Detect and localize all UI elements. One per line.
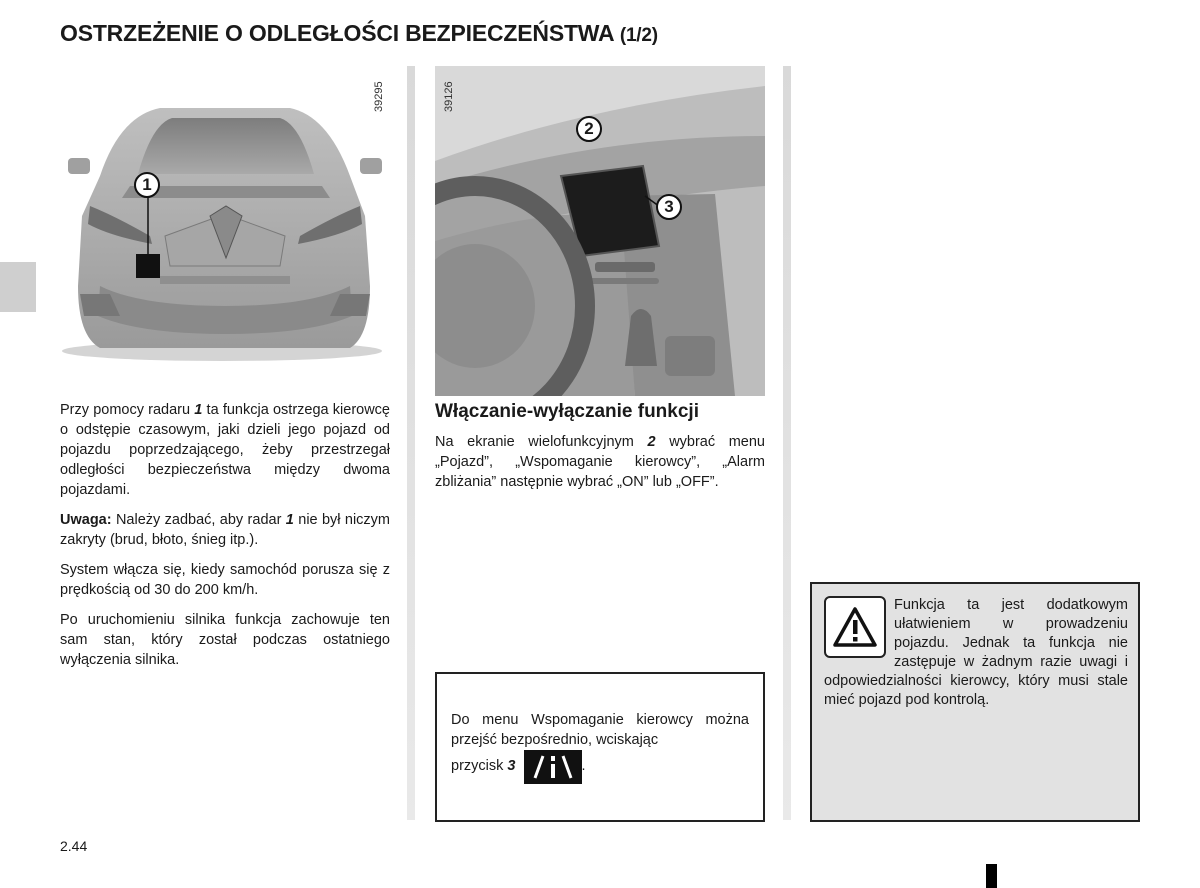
text-run: 1: [194, 402, 203, 418]
text-run: 2: [647, 434, 656, 450]
section-heading: Włączanie-wyłączanie funkcji: [435, 401, 699, 422]
middle-column-text: [435, 432, 765, 502]
paragraph: [435, 432, 765, 492]
text-run: System włącza się, kiedy samochód porusza się z prędkością od 30 do 200 km/h.: [60, 562, 390, 598]
warning-text: Funkcja ta jest dodatkowym ułatwieniem w prowadzeniu pojazdu. Jednak ta funkcja nie zastępuje w żadnym razie uwagi i odpowiedzialności kierowcy, który musi stale mieć pojazd pod kontrolą.: [824, 597, 1128, 708]
text-run: Należy zadbać, aby radar: [111, 512, 286, 528]
text-run: Uwaga:: [60, 512, 112, 528]
column-divider: [407, 66, 415, 820]
text-run: 1: [285, 512, 294, 528]
figure-code: 39295: [373, 81, 385, 112]
driving-assist-button-icon: [524, 750, 582, 784]
page-edge-marker: [986, 864, 997, 888]
dashboard-figure: [435, 66, 765, 396]
lane-road-icon: [531, 754, 575, 780]
warning-box: [810, 582, 1140, 822]
note-button-ref: 3: [507, 758, 516, 774]
warning-triangle-icon: [824, 596, 886, 658]
paragraph: [60, 400, 390, 500]
paragraph: [60, 560, 390, 600]
text-run: Przy pomocy radaru: [60, 402, 195, 418]
figure-code: 39126: [443, 81, 455, 112]
text-run: nie był niczym zakryty (brud, błoto, śnieg itp.).: [60, 512, 390, 548]
callout-screen: 2: [576, 116, 602, 142]
car-front-figure: [60, 66, 390, 366]
title-part: (1/2): [619, 25, 658, 46]
car-front-illustration: [60, 66, 390, 366]
note-box: [435, 672, 765, 822]
text-run: Po uruchomieniu silnika funkcja zachowuje ten sam stan, który został podczas ostatniego wyłączenia silnika.: [60, 612, 390, 668]
text-run: ta funkcja ostrzega kierowcę o odstępie czasowym, jaki dzieli jego pojazd od pojazdu poprzedzającego, żeby przestrzegał odległości bezpieczeństwa między dwoma pojazdami.: [60, 402, 390, 498]
left-column-text: [60, 400, 390, 680]
page-title: OSTRZEŻENIE O ODLEGŁOŚCI BEZPIECZEŃSTWA (1/2): [60, 20, 658, 46]
dashboard-illustration: [435, 66, 765, 396]
text-run: wybrać menu „Pojazd”, „Wspomaganie kierowcy”, „Alarm zbliżania” następnie wybrać „ON” lub „OFF”.: [435, 434, 765, 490]
paragraph: [60, 610, 390, 670]
note-text: Do menu Wspomaganie kierowcy można przejść bezpośrednio, wciskając: [451, 712, 749, 748]
note-suffix: .: [581, 758, 586, 774]
note-button-prefix: przycisk: [451, 758, 508, 774]
chapter-tab: [0, 262, 36, 312]
callout-radar: 1: [134, 172, 160, 198]
callout-button: 3: [656, 194, 682, 220]
column-divider: [783, 66, 791, 820]
text-run: Na ekranie wielofunkcyjnym: [435, 434, 648, 450]
page-number: 2.44: [60, 838, 88, 854]
paragraph: [60, 510, 390, 550]
